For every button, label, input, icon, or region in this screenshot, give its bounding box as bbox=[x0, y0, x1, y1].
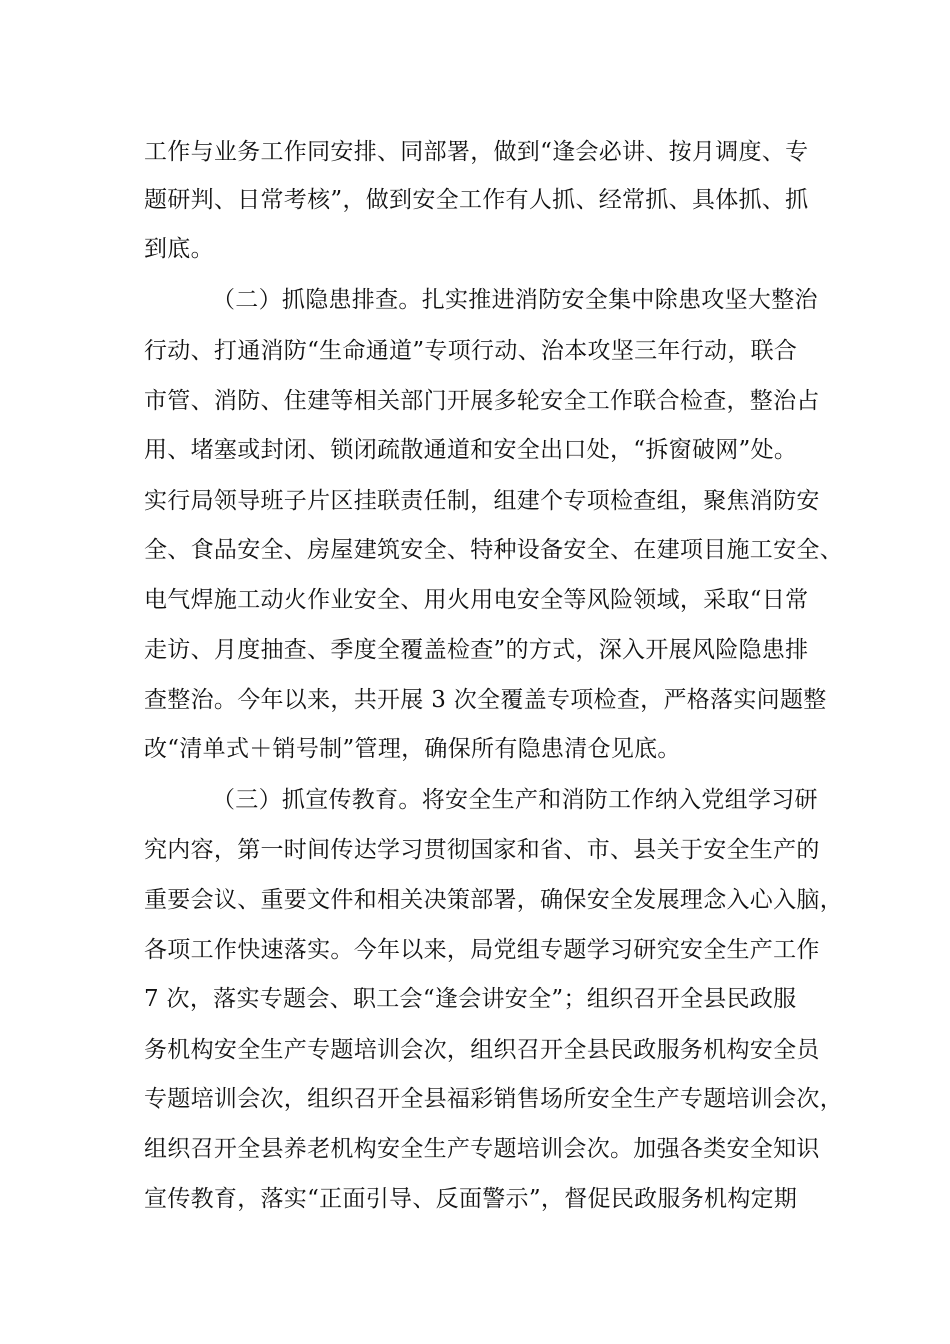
text-line: 实行局领导班子片区挂联责任制，组建个专项检查组，聚焦消防安 bbox=[144, 488, 820, 514]
text-line: 全、食品安全、房屋建筑安全、特种设备安全、在建项目施工安全、 bbox=[144, 537, 843, 563]
section-heading-line: （三）抓宣传教育。将安全生产和消防工作纳入党组学习研 bbox=[212, 787, 818, 813]
text-line: 专题培训会次，组织召开全县福彩销售场所安全生产专题培训会次， bbox=[144, 1086, 843, 1112]
text-line: 宣传教育，落实“正面引导、反面警示”，督促民政服务机构定期 bbox=[144, 1186, 798, 1212]
text-line: 重要会议、重要文件和相关决策部署，确保安全发展理念入心入脑， bbox=[144, 887, 843, 913]
text-line: 用、堵塞或封闭、锁闭疏散通道和安全出口处，“拆窗破网”处。 bbox=[144, 437, 798, 463]
text-line: 究内容，第一时间传达学习贯彻国家和省、市、县关于安全生产的 bbox=[144, 837, 820, 863]
text-line: 各项工作快速落实。今年以来，局党组专题学习研究安全生产工作 bbox=[144, 937, 820, 963]
text-line: 题研判、日常考核”，做到安全工作有人抓、经常抓、具体抓、抓 bbox=[144, 187, 809, 213]
text-line: 改“清单式＋销号制”管理，确保所有隐患清仓见底。 bbox=[144, 736, 681, 762]
text-line: 工作与业务工作同安排、同部署，做到“逢会必讲、按月调度、专 bbox=[144, 139, 809, 165]
text-line: 务机构安全生产专题培训会次，组织召开全县民政服务机构安全员 bbox=[144, 1037, 820, 1063]
text-line: 7 次，落实专题会、职工会“逢会讲安全”；组织召开全县民政服 bbox=[144, 986, 797, 1012]
text-line: 市管、消防、住建等相关部门开展多轮安全工作联合检查，整治占 bbox=[144, 388, 820, 414]
text-line: 查整治。今年以来，共开展 3 次全覆盖专项检查，严格落实问题整 bbox=[144, 687, 827, 713]
text-line: 走访、月度抽查、季度全覆盖检查”的方式，深入开展风险隐患排 bbox=[144, 637, 809, 663]
section-heading-line: （二）抓隐患排查。扎实推进消防安全集中除患攻坚大整治 bbox=[212, 287, 818, 313]
text-line: 电气焊施工动火作业安全、用火用电安全等风险领域，采取“日常 bbox=[144, 587, 809, 613]
text-line: 组织召开全县养老机构安全生产专题培训会次。加强各类安全知识 bbox=[144, 1136, 820, 1162]
text-line: 到底。 bbox=[144, 236, 214, 262]
text-line: 行动、打通消防“生命通道”专项行动、治本攻坚三年行动，联合 bbox=[144, 338, 798, 364]
